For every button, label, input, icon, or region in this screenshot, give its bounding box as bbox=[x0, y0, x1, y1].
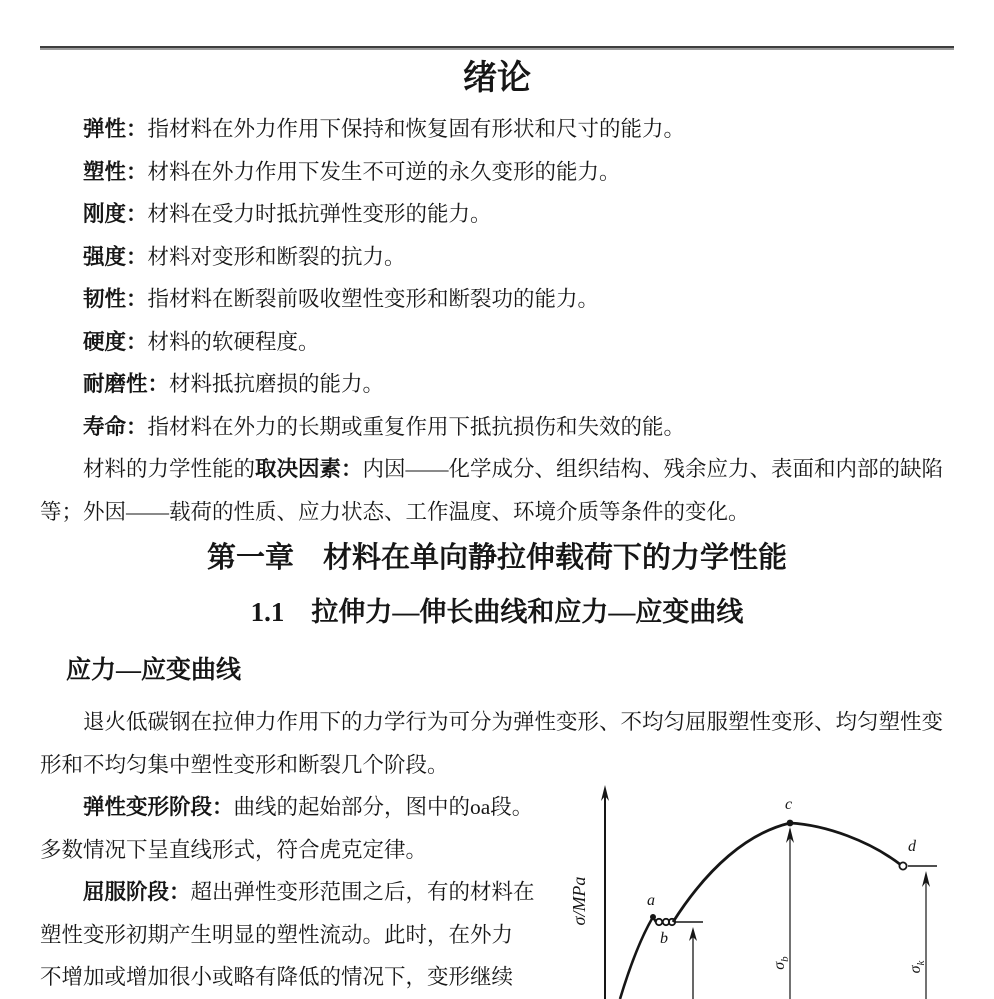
point-c-marker bbox=[787, 820, 794, 827]
definition-term: 弹性： bbox=[83, 117, 148, 141]
definition-text: 材料在外力作用下发生不可逆的永久变形的能力。 bbox=[147, 159, 621, 184]
curve-elastic-segment bbox=[620, 917, 656, 999]
stress-strain-figure bbox=[558, 781, 994, 999]
sigma-k-label: $\sigma_k$ bbox=[907, 960, 927, 974]
definition-text: 材料对变形和断裂的抗力。 bbox=[147, 244, 406, 269]
definition-term: 韧性： bbox=[83, 287, 148, 311]
definition-row bbox=[40, 406, 954, 449]
definition-term: 硬度： bbox=[83, 329, 148, 354]
definition-term: 寿命： bbox=[83, 414, 148, 439]
section-heading: 1.1 拉伸力—伸长曲线和应力—应变曲线 bbox=[250, 597, 744, 627]
factors-paragraph-line2: 等；外因——载荷的性质、应力状态、工作温度、环境介质等条件的变化。 bbox=[40, 499, 750, 524]
definition-term: 强度： bbox=[83, 244, 148, 269]
factors-paragraph-line1 bbox=[40, 448, 954, 491]
definition-term: 耐磨性： bbox=[83, 372, 170, 396]
definition-term: 刚度： bbox=[83, 202, 148, 226]
definition-text: 指材料在外力的长期或重复作用下抵抗损伤和失效的能。 bbox=[147, 414, 686, 439]
intro-paragraph-line2: 形和不均匀集中塑性变形和断裂几个阶段。 bbox=[40, 752, 449, 777]
definition-text: 指材料在外力作用下保持和恢复固有形状和尺寸的能力。 bbox=[147, 117, 686, 141]
point-b-label: b bbox=[660, 930, 668, 947]
elastic-stage-line2: 多数情况下呈直线形式，符合虎克定律。 bbox=[40, 837, 428, 862]
definition-text: 材料在受力时抵抗弹性变形的能力。 bbox=[147, 202, 492, 226]
definition-row bbox=[40, 278, 954, 321]
subsection-heading: 应力—应变曲线 bbox=[66, 657, 242, 684]
definition-row bbox=[40, 108, 954, 151]
elastic-stage-text: 曲线的起始部分，图中的oa段。 bbox=[233, 795, 534, 819]
chapter-heading: 第一章 材料在单向静拉伸载荷下的力学性能 bbox=[206, 542, 787, 574]
yield-serration-circle bbox=[656, 919, 662, 925]
point-d-marker bbox=[899, 862, 906, 869]
yield-stage-line2: 塑性变形初期产生明显的塑性流动。此时，在外力 bbox=[40, 922, 514, 947]
definition-row bbox=[40, 363, 954, 406]
definition-row bbox=[40, 236, 954, 279]
definition-term: 塑性： bbox=[83, 159, 148, 184]
sigma-b-label: $\sigma_b$ bbox=[771, 956, 791, 970]
yield-stage-term: 屈服阶段： bbox=[83, 880, 191, 904]
factors-pre: 材料的力学性能的 bbox=[83, 457, 256, 481]
definition-row bbox=[40, 151, 954, 194]
curve-plastic-segment bbox=[673, 823, 901, 922]
intro-paragraph-line1: 退火低碳钢在拉伸力作用下的力学行为可分为弹性变形、不均匀屈服塑性变形、均匀塑性变 bbox=[83, 710, 944, 734]
page-title: 绪论 bbox=[463, 60, 531, 97]
factors-bold: 取决因素： bbox=[255, 457, 363, 481]
yield-stage-text: 超出弹性变形范围之后，有的材料在 bbox=[190, 880, 535, 904]
factors-rest: 内因——化学成分、组织结构、残余应力、表面和内部的缺陷 bbox=[362, 457, 944, 481]
definition-text: 材料的软硬程度。 bbox=[147, 329, 320, 354]
definition-row bbox=[40, 321, 954, 364]
definition-text: 指材料在断裂前吸收塑性变形和断裂功的能力。 bbox=[147, 287, 600, 311]
definition-row bbox=[40, 193, 954, 236]
header-rule bbox=[40, 46, 954, 50]
y-axis-label: σ/MPa bbox=[569, 876, 589, 926]
point-a-label: a bbox=[647, 892, 655, 909]
yield-stage-line3: 不增加或增加很小或略有降低的情况下，变形继续 bbox=[40, 965, 514, 989]
elastic-stage-term: 弹性变形阶段： bbox=[83, 795, 234, 819]
definition-text: 材料抵抗磨损的能力。 bbox=[169, 372, 385, 396]
point-a-marker bbox=[650, 914, 656, 920]
point-c-label: c bbox=[785, 796, 793, 813]
point-d-label: d bbox=[908, 838, 916, 855]
stress-strain-curve-svg bbox=[558, 781, 994, 999]
